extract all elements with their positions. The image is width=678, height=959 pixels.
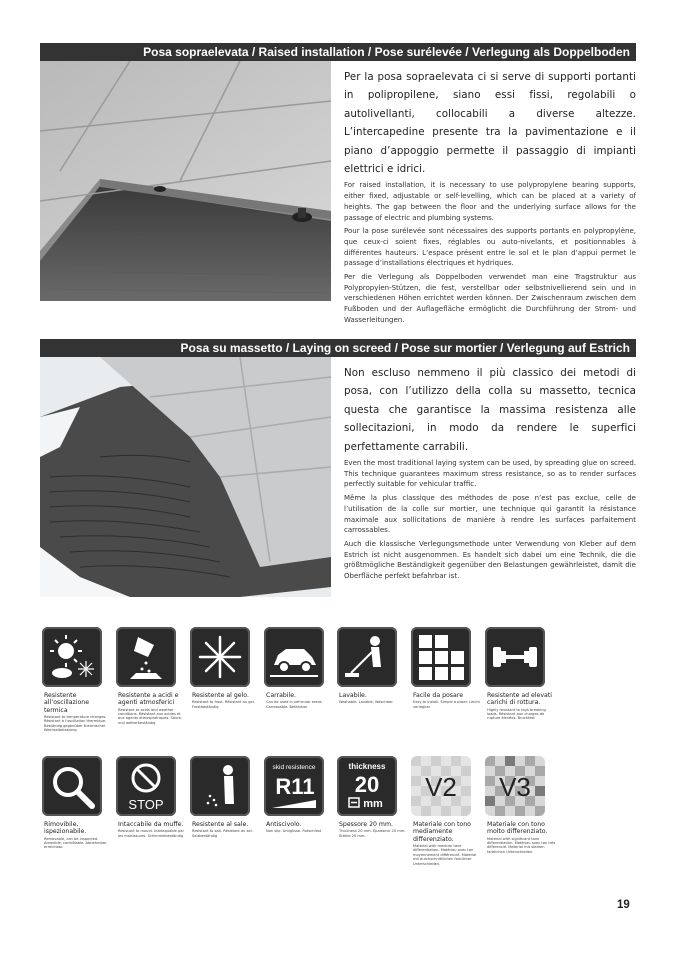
section1-text-fr: Pour la pose surélevée sont nécessaires des supports portants en polypropylène, que ceux-ci soient fixes, réglables ou auto-nivelants, et positionnables à différentes hauteurs. L’espace présent entre le sol et le plan d’appui permet le passage d’installations électriques et hydriques. xyxy=(344,227,636,268)
caption-thickness xyxy=(339,821,409,838)
raised-floor-photo xyxy=(40,61,331,301)
caption-title: Facile da posare xyxy=(413,692,464,699)
caption-sub: Resistant to frost. Résistant au gel. Frostbeständig xyxy=(192,700,255,709)
page-number: 19 xyxy=(617,899,630,911)
section2-text-de: Auch die klassische Verlegungsmethode unter Verwendung von Kleber auf dem Estrich ist nicht ausgenommen. Es handelt sich dabei um eine Technik, die die größtmögliche Beständigkeit gegenüber den Belastungen gewährleistet, damit die Oberfläche perfekt befahrbar ist. xyxy=(344,539,636,581)
caption-non-slip xyxy=(266,821,336,834)
section2-text xyxy=(344,364,636,585)
caption-title: Resistente a acidi e agenti atmosferici xyxy=(118,692,179,707)
section-header-screed: Posa su massetto / Laying on screed / Pose sur mortier / Verlegung auf Estrich xyxy=(40,339,636,357)
section1-text-de: Per die Verlegung als Doppelboden verwendet man eine Tragstruktur aus Polypropylen-Stützen, die fest, verstellbar oder selbstnivellierend sein und in verschiedenen Höhen errichtet werden können. Der Zwischenraum zwischen dem Fußboden und der Auflagefläche ermöglicht die Durchführung der Strom- und Wasserleitungen. xyxy=(344,273,636,324)
caption-title: Spessore 20 mm. xyxy=(339,821,393,828)
caption-v3 xyxy=(487,821,557,854)
caption-title: Resistente al sale. xyxy=(192,821,249,828)
caption-sub: Can be used in vehicular areas. Carrossable. Befahrbar xyxy=(266,700,323,709)
caption-sub: Washable. Lavable. Waschbar. xyxy=(339,700,394,705)
caption-sub: Thickness 20 mm. Épaisseur 20 mm. Stärke 20 mm. xyxy=(339,829,406,838)
caption-sub: Resistant to acids and weather conditions. Résistant aux acides et aux agents atmosphériques. Säure- und wetterbeständig xyxy=(118,707,183,725)
thickness-value: 20 xyxy=(354,772,380,797)
caption-title: Rimovibile, ispezionabile. xyxy=(44,821,87,836)
caption-v2 xyxy=(413,821,483,866)
caption-sub: Non slip. Antiglisse. Rutschfest xyxy=(266,829,322,834)
caption-sub: Material with medium tone differentiation. Matériau avec ton moyennement différencié. Material mit durchschnittlichen farblicher Unterschieden. xyxy=(413,843,477,866)
caption-frost xyxy=(192,692,262,709)
caption-sub: Removable, can be inspected. Amovible, contrôlable. Abnehmbar, erreichbar. xyxy=(44,836,108,850)
caption-title: Intaccabile da muffe. xyxy=(118,821,184,828)
section2-lead-it: Non escluso nemmeno il più classico dei metodi di posa, con l’utilizzo della colla su massetto, tecnica questa che garantisce la massima resistenza alle sollecitazioni, in modo da rendere le superfici perfettamente carrabili. xyxy=(344,367,636,453)
caption-title: Materiale con tono molto differenziato. xyxy=(487,821,548,836)
v2-label: V2 xyxy=(425,772,457,802)
caption-salt xyxy=(192,821,262,838)
sun-snow-icon xyxy=(42,627,102,687)
frost-icon xyxy=(190,627,250,687)
caption-title: Materiale con tono mediamente differenziato. xyxy=(413,821,471,843)
caption-removable xyxy=(44,821,114,850)
section1-text xyxy=(344,68,636,329)
stop-label: STOP xyxy=(128,797,164,812)
caption-sub: Resistant to salt. Résistant au sel. Salzbeständig xyxy=(192,829,253,838)
salt-icon xyxy=(190,756,250,816)
tiles-icon xyxy=(411,627,471,687)
caption-breaking-load xyxy=(487,692,557,721)
caption-title: Resistente all’oscillazione termica xyxy=(44,692,90,714)
dumbbell-icon xyxy=(485,627,545,687)
caption-sub: Material with significant tone differentiation. Matériau avec ton très différencié. Material mit starken farblichen Unterschieden. xyxy=(487,836,556,854)
section2-text-en: Even the most traditional laying system can be used, by spreading glue on screed. This technique guarantees maximum stress resistance, so as to render surfaces perfectly suitable for vehicular traffic. xyxy=(344,459,636,489)
caption-mould xyxy=(118,821,188,838)
section2-text-fr: Même la plus classique des méthodes de pose n’est pas exclue, celle de l’utilisation de la colle sur mortier, une technique qui garantit la résistance maximale aux sollicitations de manière à rendre les surfaces parfaitement carrossables. xyxy=(344,494,636,535)
v3-icon xyxy=(485,756,545,816)
section-header-raised: Posa sopraelevata / Raised installation / Pose surélevée / Verlegung als Doppelboden xyxy=(40,43,636,61)
magnifier-icon xyxy=(42,756,102,816)
caption-easy-install xyxy=(413,692,483,709)
no-mould-icon xyxy=(116,756,176,816)
thickness-unit: mm xyxy=(363,798,383,810)
caption-acid xyxy=(118,692,188,725)
cleaning-icon xyxy=(337,627,397,687)
caption-washable xyxy=(339,692,409,705)
caption-title: Antiscivolo. xyxy=(266,821,302,828)
section1-lead-it: Per la posa sopraelevata ci si serve di supporti portanti in polipropilene, siano essi fissi, regolabili o autolivellanti, collocabili a diverse altezze. L’intercapedine presente tra la pavimentazione e il piano d’appoggio permette il passaggio di impianti elettrici e idrici. xyxy=(344,71,636,176)
screed-laying-photo xyxy=(40,357,331,597)
caption-title: Lavabile. xyxy=(339,692,367,699)
chemical-icon xyxy=(116,627,176,687)
caption-title: Resistente al gelo. xyxy=(192,692,249,699)
caption-title: Carrabile. xyxy=(266,692,297,699)
thickness-icon xyxy=(337,756,397,816)
skid-value: R11 xyxy=(275,774,315,799)
caption-title: Resistente ad elevati carichi di rottura. xyxy=(487,692,552,707)
car-icon xyxy=(264,627,324,687)
skid-label: skid resistence xyxy=(272,764,316,771)
caption-sub: Resistant to mould. Inattaquable par les moisissures. Schimmelbeständig xyxy=(118,829,184,838)
caption-vehicular xyxy=(266,692,336,709)
v3-label: V3 xyxy=(499,772,531,802)
thickness-label: thickness xyxy=(348,762,386,771)
slip-icon xyxy=(264,756,324,816)
v2-icon xyxy=(411,756,471,816)
caption-sub: Resistant to temperature changes. Résistant à l’oscillation thermique. Beständig gegenüber thermischer Wechselbelastung xyxy=(44,714,107,733)
caption-sub: Easy to install. Simple à poser. Leicht verlegbar xyxy=(413,700,480,709)
section1-text-en: For raised installation, it is necessary to use polypropylene bearing supports, either fixed, adjustable or self-levelling, which can be placed at a variety of heights. The gap between the floor and the underlying surface allows for the passage of electric and plumbing systems. xyxy=(344,181,636,222)
caption-thermal xyxy=(44,692,114,733)
caption-sub: Highly resistant to high breaking loads. Résistant aux charges de rupture élevées. Bruchfest xyxy=(487,707,546,721)
